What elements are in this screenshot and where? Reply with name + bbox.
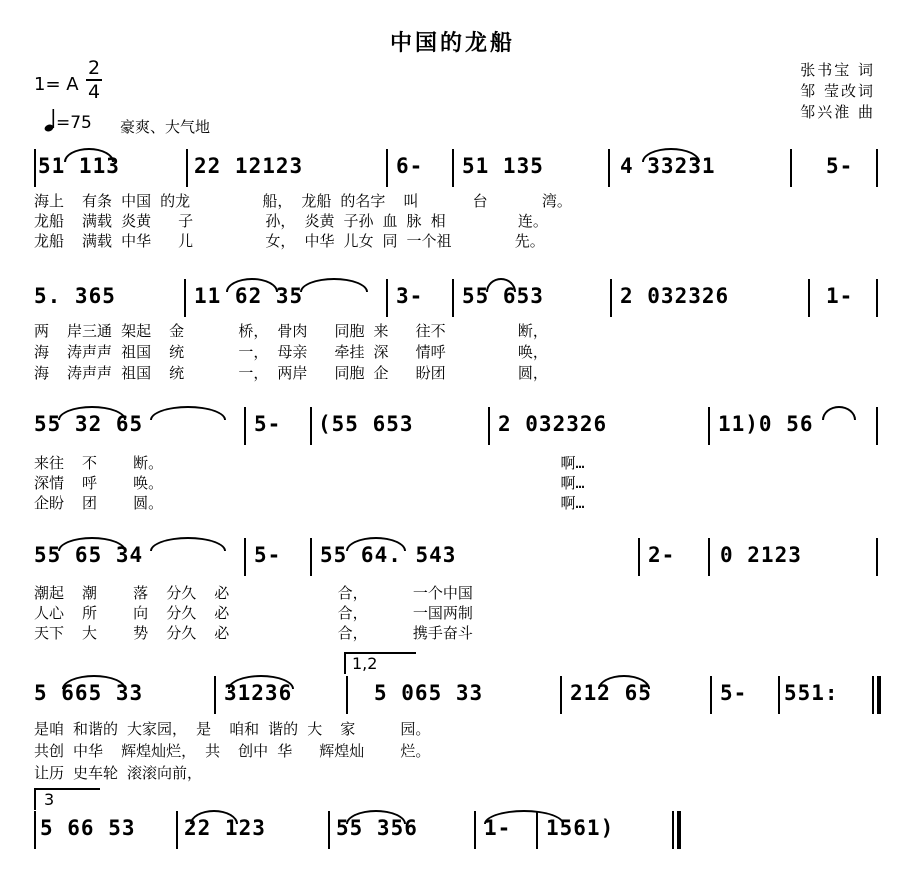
slur — [150, 537, 226, 551]
measure: 1- — [826, 284, 854, 308]
barline — [176, 811, 178, 849]
credits — [800, 60, 875, 123]
barline — [672, 811, 674, 849]
lyric-line: 来往 不 断。 啊… — [34, 454, 585, 472]
measure: 51 113 — [38, 154, 120, 178]
measure: 5 665 33 — [34, 681, 144, 705]
score-system-1 — [0, 148, 905, 188]
measure: 31236 — [224, 681, 293, 705]
measure: 0 2123 — [720, 543, 802, 567]
barline — [876, 279, 878, 317]
lyric-line: 天下 大 势 分久 必 合， 携手奋斗 — [34, 624, 473, 642]
lyric-line: 潮起 潮 落 分久 必 合， 一个中国 — [34, 584, 473, 602]
measure: 5. 365 — [34, 284, 116, 308]
measure: 22 123 — [184, 816, 266, 840]
time-signature-top: 2 — [87, 57, 101, 79]
song-title: 中国的龙船 — [389, 31, 515, 56]
slur — [58, 537, 126, 551]
slur — [598, 675, 650, 689]
slur — [226, 278, 278, 292]
measure: 51 135 — [462, 154, 544, 178]
barline — [310, 538, 312, 576]
slur — [300, 278, 368, 292]
barline — [452, 279, 454, 317]
measure: 55 32 65 — [34, 412, 144, 436]
barline — [560, 676, 562, 714]
measure: 2 032326 — [620, 284, 730, 308]
barline — [876, 407, 878, 445]
barline — [876, 538, 878, 576]
barline — [328, 811, 330, 849]
measure: 5- — [254, 543, 282, 567]
barline — [790, 149, 792, 187]
final-barline — [677, 811, 681, 849]
measure: 3- — [396, 284, 424, 308]
barline — [872, 676, 874, 714]
barline — [310, 407, 312, 445]
measure: 1561) — [546, 816, 615, 840]
barline — [386, 279, 388, 317]
measure: 2- — [648, 543, 676, 567]
barline — [808, 279, 810, 317]
quarter-note-icon — [44, 108, 56, 132]
lyric-line: 让历 史车轮 滚滚向前， — [34, 764, 203, 782]
barline — [710, 676, 712, 714]
score-system-3 — [0, 406, 905, 446]
measure: 5- — [826, 154, 854, 178]
slur — [822, 406, 856, 420]
measure: 5 065 33 — [374, 681, 484, 705]
measure: 551: — [784, 681, 839, 705]
lyric-line: 龙船 满载 中华 儿 女， 中华 儿女 同 一个祖 先。 — [34, 232, 545, 250]
volta-label: 1,2 — [352, 654, 378, 673]
measure: (55 653 — [318, 412, 414, 436]
score-system-6 — [0, 810, 905, 850]
barline — [186, 149, 188, 187]
barline — [346, 676, 348, 714]
measure: 1- — [484, 816, 512, 840]
lyric-line: 是咱 和谐的 大家园， 是 咱和 谐的 大 家 园。 — [34, 720, 431, 738]
measure: 55 653 — [462, 284, 544, 308]
measure: 11 62 35 — [194, 284, 304, 308]
measure: 4 33231 — [620, 154, 716, 178]
tempo-marking: =75 — [56, 113, 92, 133]
slur — [64, 148, 114, 162]
barline — [708, 538, 710, 576]
lyric-line: 深情 呼 唤。 啊… — [34, 474, 585, 492]
lyric-reviser-credit: 邹 莹改词 — [800, 82, 875, 100]
lyric-line: 海上 有条 中国 的龙 船， 龙船 的名字 叫 台 湾。 — [34, 192, 572, 210]
expression-marking: 豪爽、大气地 — [120, 118, 211, 136]
measure: 55 65 34 — [34, 543, 144, 567]
barline — [386, 149, 388, 187]
lyric-line: 海 涛声声 祖国 统 一， 两岸 同胞 企 盼团 圆， — [34, 364, 548, 382]
lyric-line: 共创 中华 辉煌灿烂， 共 创中 华 辉煌灿 烂。 — [34, 742, 431, 760]
barline — [452, 149, 454, 187]
measure: 22 12123 — [194, 154, 304, 178]
barline — [214, 676, 216, 714]
barline — [244, 407, 246, 445]
barline — [184, 279, 186, 317]
slur — [484, 810, 564, 824]
slur — [346, 537, 406, 551]
lyric-line: 两 岸三通 架起 金 桥， 骨肉 同胞 来 往不 断， — [34, 322, 548, 340]
barline — [474, 811, 476, 849]
measure: 212 65 — [570, 681, 652, 705]
measure: 55 356 — [336, 816, 418, 840]
time-signature-bottom: 4 — [87, 81, 101, 103]
measure: 2 032326 — [498, 412, 608, 436]
lyric-line: 人心 所 向 分久 必 合， 一国两制 — [34, 604, 473, 622]
barline — [708, 407, 710, 445]
barline — [34, 149, 36, 187]
score-system-5 — [0, 675, 905, 715]
barline — [610, 279, 612, 317]
composer-credit: 邹兴淮 曲 — [800, 103, 875, 121]
slur — [346, 810, 406, 824]
slur — [228, 675, 294, 689]
volta-label: 3 — [44, 790, 55, 809]
measure: 11)0 56 — [718, 412, 814, 436]
measure: 6- — [396, 154, 424, 178]
slur — [58, 406, 126, 420]
slur — [190, 810, 238, 824]
lyric-line: 龙船 满载 炎黄 子 孙， 炎黄 子孙 血 脉 相 连。 — [34, 212, 548, 230]
slur — [150, 406, 226, 420]
barline — [488, 407, 490, 445]
barline — [608, 149, 610, 187]
slur — [62, 675, 126, 689]
measure: 5- — [720, 681, 748, 705]
time-signature — [86, 58, 102, 102]
slur — [486, 278, 516, 292]
barline — [876, 149, 878, 187]
measure: 55 64. 543 — [320, 543, 457, 567]
repeat-barline — [877, 676, 881, 714]
score-system-2 — [0, 278, 905, 318]
barline — [778, 676, 780, 714]
key-signature: 1= A — [34, 74, 79, 95]
lyric-line: 企盼 团 圆。 啊… — [34, 494, 585, 512]
lyricist-credit: 张书宝 词 — [800, 61, 875, 79]
slur — [642, 148, 700, 162]
lyric-line: 海 涛声声 祖国 统 一， 母亲 牵挂 深 情呼 唤， — [34, 343, 548, 361]
barline — [244, 538, 246, 576]
measure: 5 66 53 — [40, 816, 136, 840]
score-system-4 — [0, 537, 905, 577]
measure: 5- — [254, 412, 282, 436]
barline — [638, 538, 640, 576]
barline — [34, 811, 36, 849]
